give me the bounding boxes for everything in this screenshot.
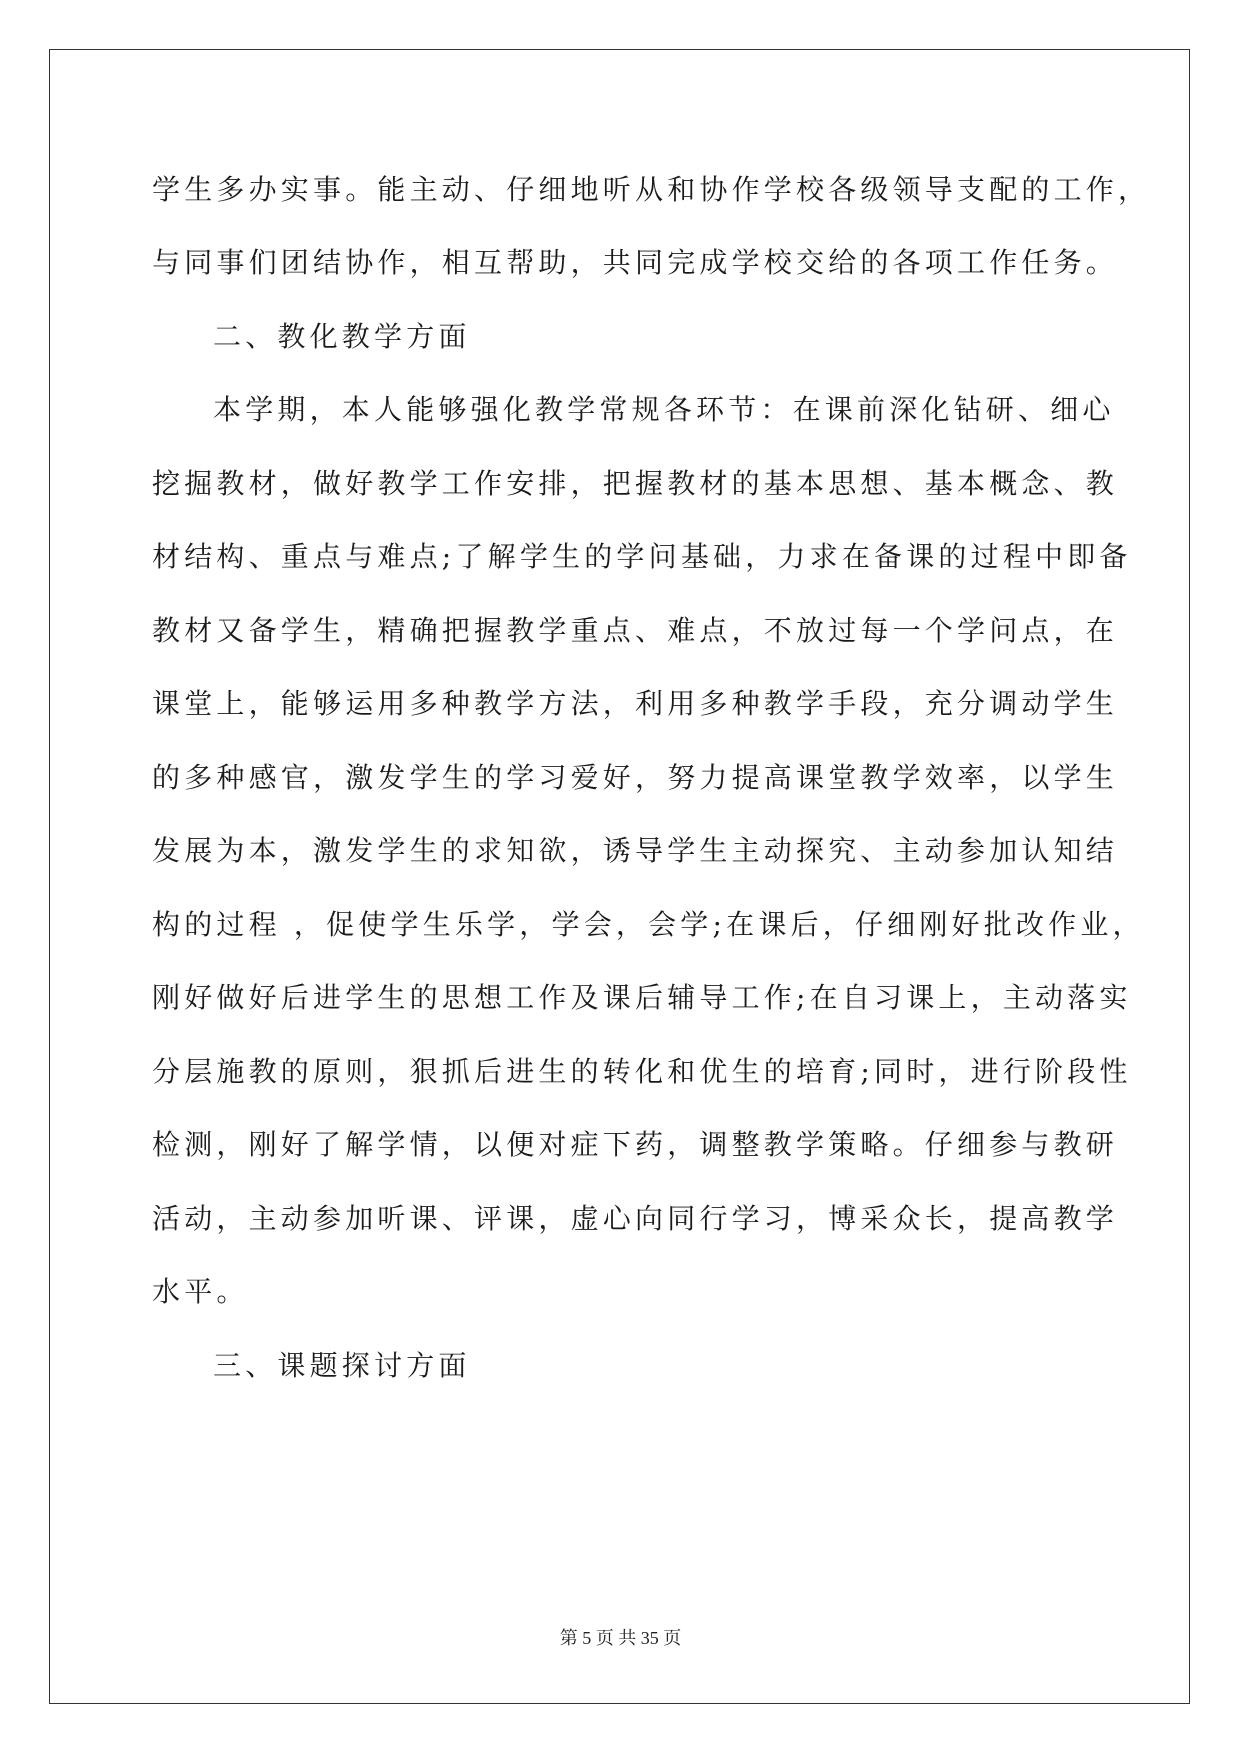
body-text-line: 本学期，本人能够强化教学常规各环节：在课前深化钻研、细心: [213, 393, 1115, 426]
body-text-line: 材结构、重点与难点;了解学生的学问基础，力求在备课的过程中即备: [152, 540, 1132, 573]
body-text-line: 学生多办实事。能主动、仔细地听从和协作学校各级领导支配的工作，: [152, 173, 1151, 206]
section-heading: 二、教化教学方面: [213, 320, 471, 353]
body-text-line: 活动，主动参加听课、评课，虚心向同行学习，博采众长，提高教学: [152, 1202, 1119, 1235]
page-number-footer: 第 5 页 共 35 页: [559, 1628, 682, 1648]
body-text-line: 教材又备学生，精确把握教学重点、难点，不放过每一个学问点，在: [152, 614, 1119, 647]
body-text-line: 水平。: [152, 1275, 249, 1308]
section-heading: 三、课题探讨方面: [213, 1349, 471, 1382]
body-text-line: 课堂上，能够运用多种教学方法，利用多种教学手段，充分调动学生: [152, 687, 1119, 720]
body-text-line: 分层施教的原则，狠抓后进生的转化和优生的培育;同时，进行阶段性: [152, 1055, 1132, 1088]
page-border: [49, 49, 1190, 1704]
body-text-line: 刚好做好后进学生的思想工作及课后辅导工作;在自习课上，主动落实: [152, 981, 1132, 1014]
body-text-line: 检测，刚好了解学情，以便对症下药，调整教学策略。仔细参与教研: [152, 1128, 1119, 1161]
body-text-line: 构的过程 ，促使学生乐学，学会，会学;在课后，仔细刚好批改作业，: [152, 908, 1145, 941]
body-text-line: 挖掘教材，做好教学工作安排，把握教材的基本思想、基本概念、教: [152, 467, 1119, 500]
body-text-line: 发展为本，激发学生的求知欲，诱导学生主动探究、主动参加认知结: [152, 834, 1119, 867]
body-text-line: 与同事们团结协作，相互帮助，共同完成学校交给的各项工作任务。: [152, 246, 1119, 279]
body-text-line: 的多种感官，激发学生的学习爱好，努力提高课堂教学效率，以学生: [152, 761, 1119, 794]
